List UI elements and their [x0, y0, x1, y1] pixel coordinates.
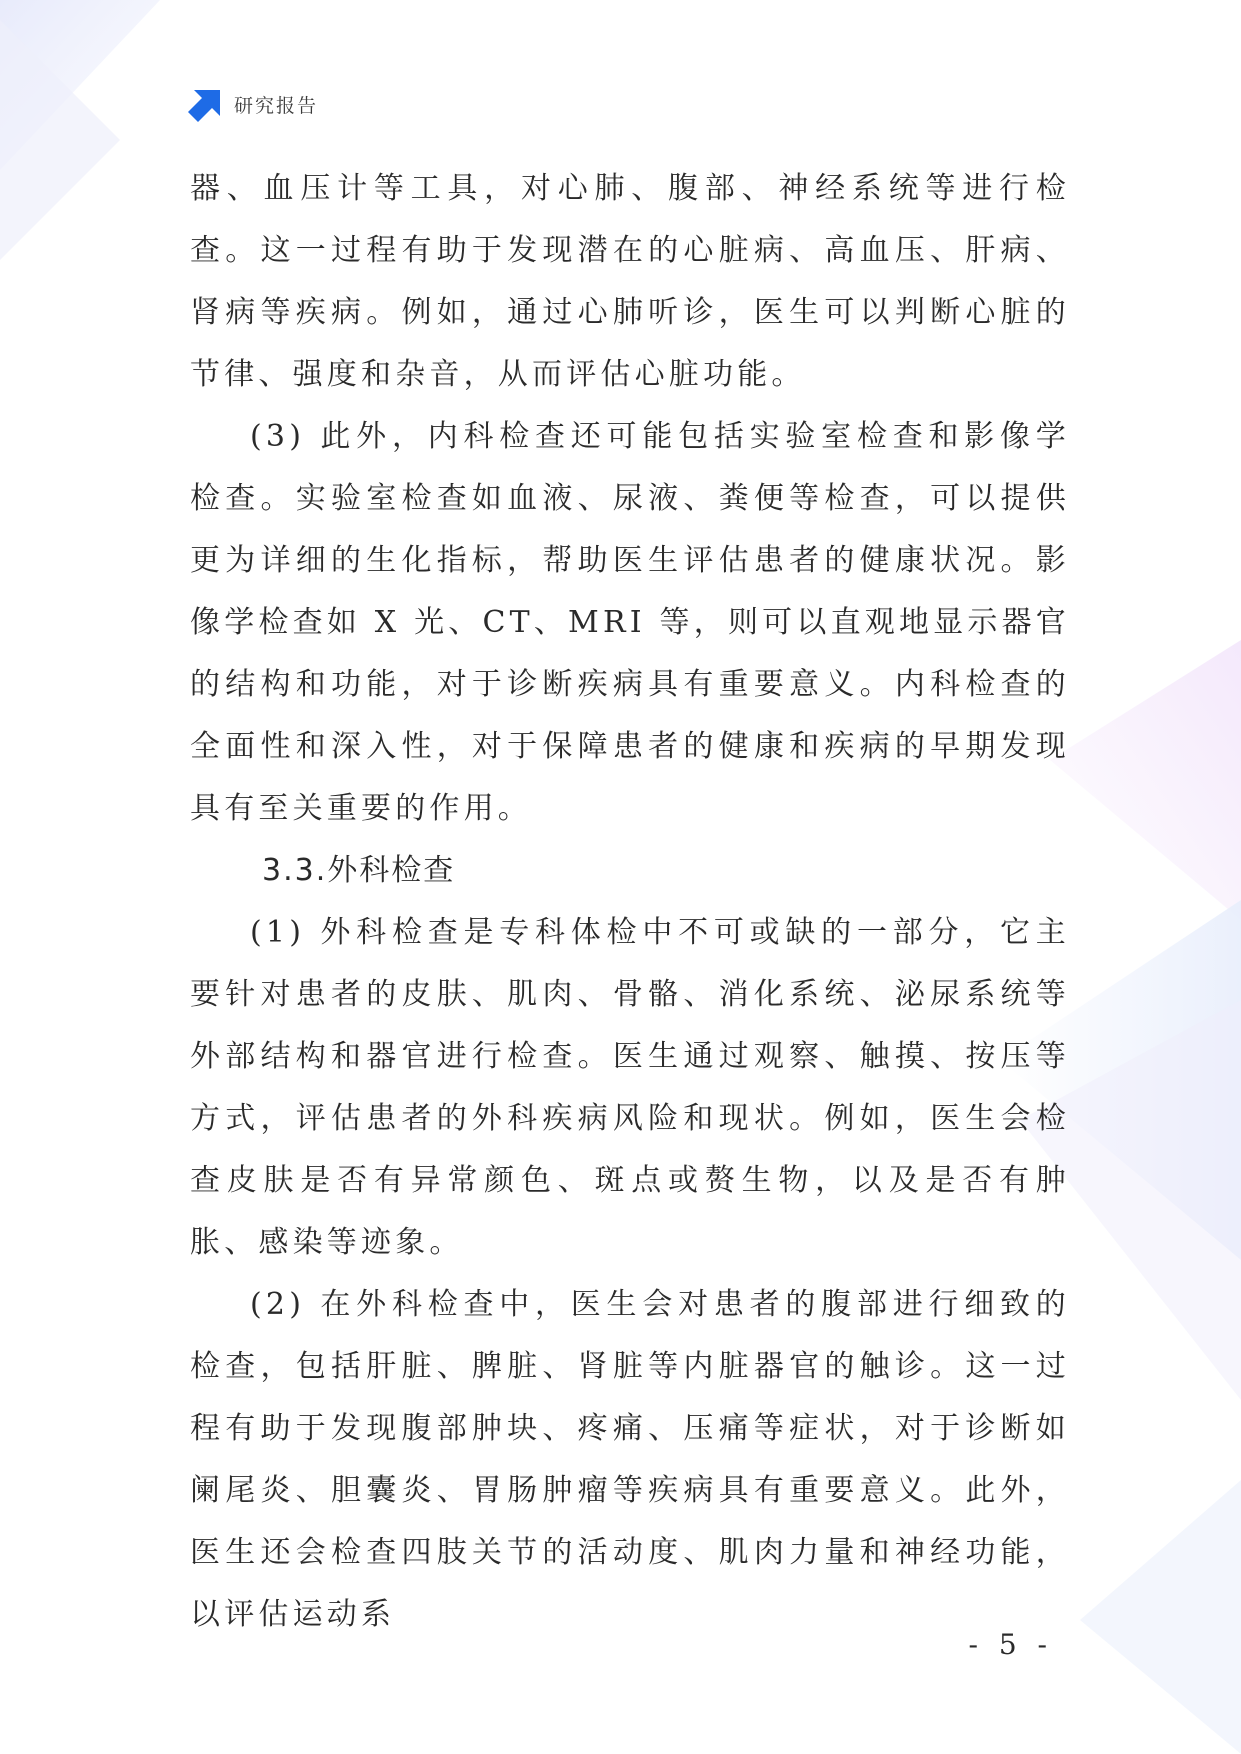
- section-heading-surgical-exam: 3.3.外科检查: [262, 853, 456, 888]
- paragraph-surgical-exam-2: (2) 在外科检查中，医生会对患者的腹部进行细致的检查，包括肝脏、脾脏、肾脏等内脏器官的触诊。这一过程有助于发现腹部肿块、疼痛、压痛等症状，对于诊断如阑尾炎、胆囊炎、胃肠肿瘤等疾病具有重要意义。此外，医生还会检查四肢关节的活动度、肌肉力量和神经功能，以评估运动系: [190, 1287, 1070, 1632]
- paragraph-continuation: 器、血压计等工具，对心肺、腹部、神经系统等进行检查。这一过程有助于发现潜在的心脏病、高血压、肝病、肾病等疾病。例如，通过心肺听诊，医生可以判断心脏的节律、强度和杂音，从而评估心脏功能。: [190, 171, 1070, 392]
- paragraph-internal-exam-3: (3) 此外，内科检查还可能包括实验室检查和影像学检查。实验室检查如血液、尿液、粪便等检查，可以提供更为详细的生化指标，帮助医生评估患者的健康状况。影像学检查如 X 光、CT、MRI 等，则可以直观地显示器官的结构和功能，对于诊断疾病具有重要意义。内科检查的全面性和深入性，对于保障患者的健康和疾病的早期发现具有至关重要的作用。: [190, 419, 1070, 826]
- page-number: - 5 -: [968, 1628, 1053, 1661]
- header-title: 研究报告: [234, 94, 319, 117]
- report-header: [188, 86, 318, 122]
- arrow-up-right-icon: [188, 86, 224, 122]
- paragraph-surgical-exam-1: (1) 外科检查是专科体检中不可或缺的一部分，它主要针对患者的皮肤、肌肉、骨骼、消化系统、泌尿系统等外部结构和器官进行检查。医生通过观察、触摸、按压等方式，评估患者的外科疾病风险和现状。例如，医生会检查皮肤是否有异常颜色、斑点或赘生物，以及是否有肿胀、感染等迹象。: [190, 915, 1070, 1260]
- document-body: [190, 158, 1070, 1646]
